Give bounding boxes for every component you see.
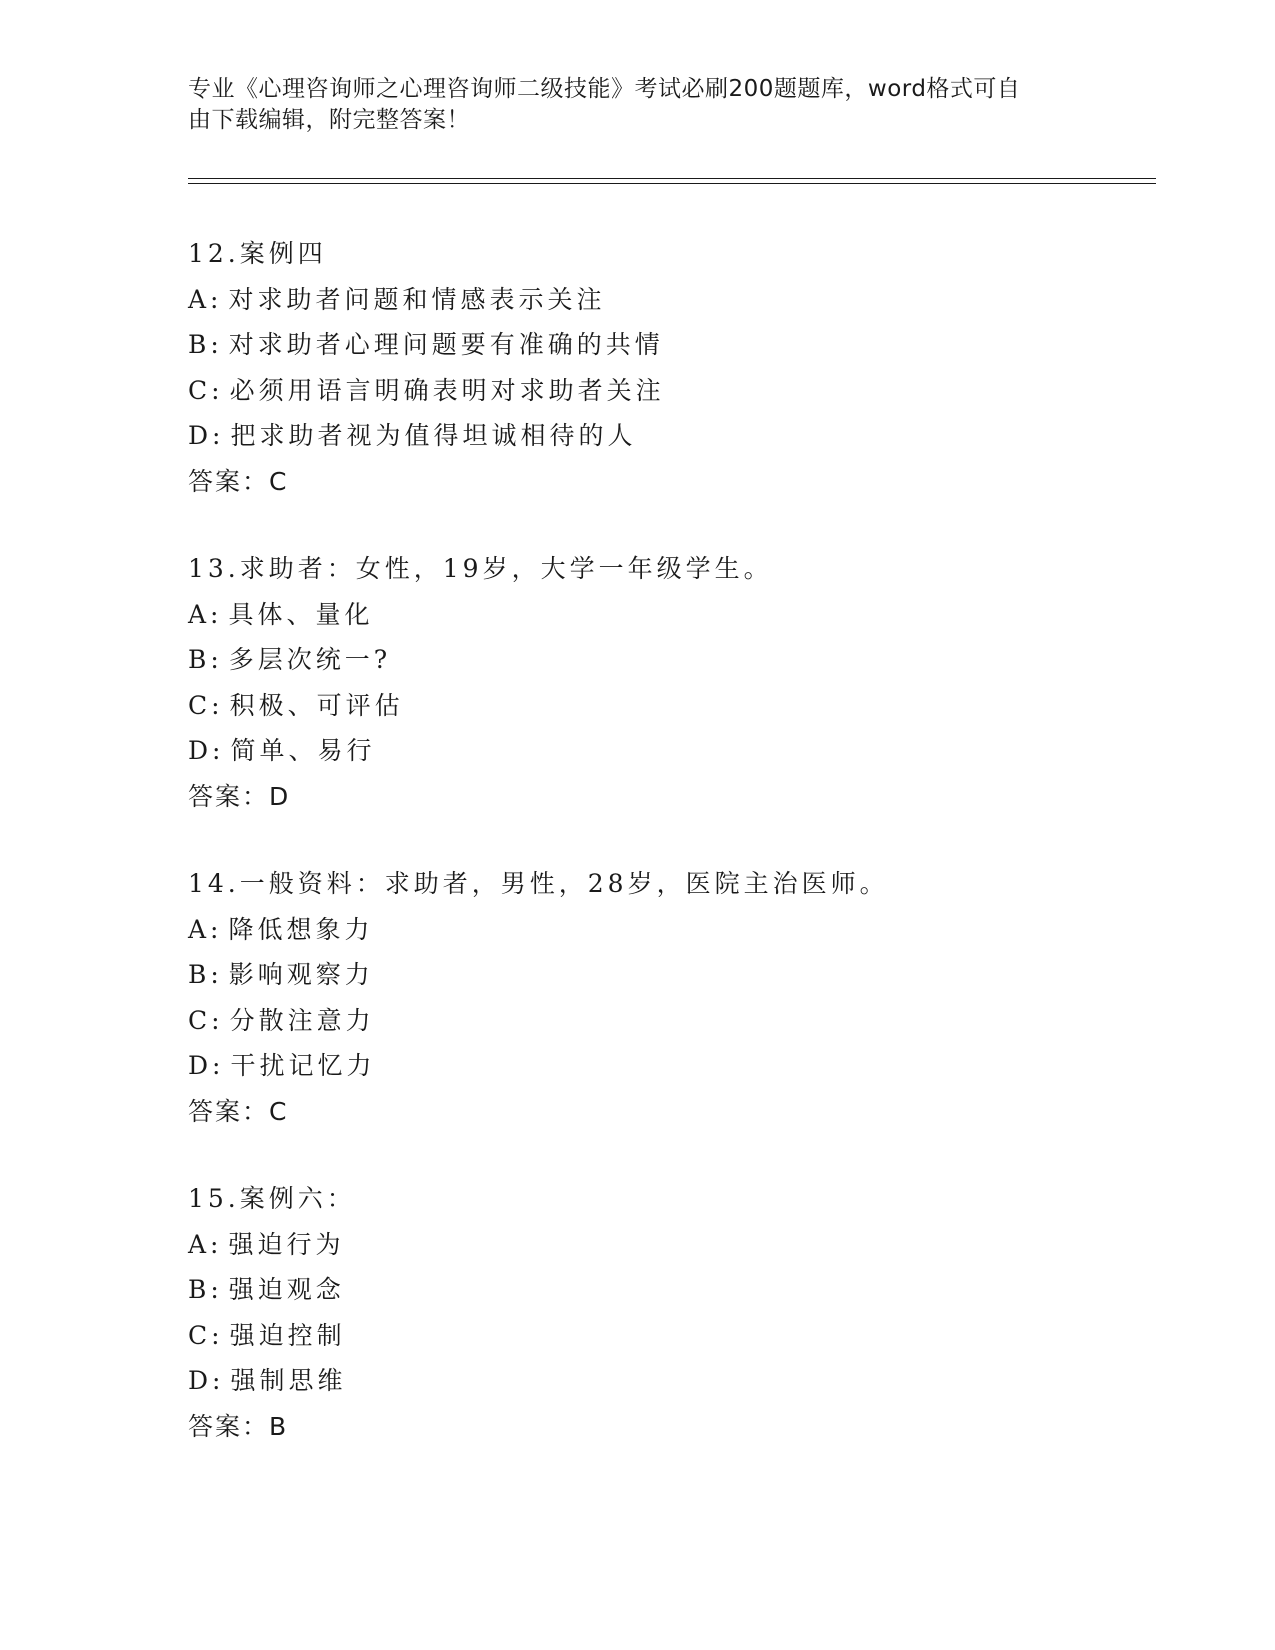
question-stem: 14.一般资料：求助者，男性，28岁，医院主治医师。 — [188, 869, 889, 898]
option-letter: B: — [188, 1275, 223, 1304]
option-c — [188, 368, 1148, 414]
option-a — [188, 277, 1148, 323]
document-header — [188, 74, 1068, 136]
option-letter: D: — [188, 1366, 225, 1395]
header-line-2: 由下载编辑，附完整答案！ — [188, 107, 470, 133]
option-text: 影响观察力 — [228, 960, 374, 989]
option-c — [188, 998, 1148, 1044]
option-text: 必须用语言明确表明对求助者关注 — [229, 375, 665, 405]
option-a — [188, 592, 1148, 638]
answer-line: 答案：C — [188, 1096, 289, 1126]
option-text: 多层次统一? — [228, 645, 392, 674]
option-text: 把求助者视为值得坦诚相待的人 — [230, 421, 637, 450]
option-b — [188, 637, 1148, 683]
option-b — [188, 1267, 1148, 1313]
header-divider-bottom — [188, 183, 1156, 184]
option-letter: C: — [188, 1320, 224, 1350]
option-d — [188, 1043, 1148, 1089]
option-b — [188, 322, 1148, 368]
question-14 — [188, 861, 1148, 1134]
question-stem: 12.案例四 — [188, 239, 327, 268]
option-text: 具体、量化 — [228, 599, 374, 629]
option-letter: C: — [188, 1005, 224, 1035]
option-text: 强迫行为 — [228, 1229, 345, 1259]
option-letter: C: — [188, 375, 224, 405]
question-15 — [188, 1176, 1148, 1449]
option-b — [188, 952, 1148, 998]
option-letter: A: — [188, 599, 223, 629]
option-a — [188, 1222, 1148, 1268]
option-letter: A: — [188, 914, 223, 944]
question-stem: 15.案例六： — [188, 1184, 356, 1213]
option-text: 分散注意力 — [229, 1005, 375, 1035]
question-stem: 13.求助者：女性，19岁，大学一年级学生。 — [188, 554, 773, 583]
option-d — [188, 1358, 1148, 1404]
option-letter: B: — [188, 960, 223, 989]
question-12 — [188, 231, 1148, 504]
option-a — [188, 907, 1148, 953]
option-text: 对求助者心理问题要有准确的共情 — [228, 330, 664, 359]
option-letter: D: — [188, 736, 225, 765]
option-letter: C: — [188, 690, 224, 720]
header-line-1: 专业《心理咨询师之心理咨询师二级技能》考试必刷200题题库，word格式可自 — [188, 76, 1021, 102]
option-letter: D: — [188, 421, 225, 450]
option-letter: A: — [188, 1229, 223, 1259]
option-text: 对求助者问题和情感表示关注 — [228, 284, 606, 314]
option-text: 强迫控制 — [229, 1320, 346, 1350]
option-text: 干扰记忆力 — [230, 1051, 376, 1080]
option-d — [188, 728, 1148, 774]
option-text: 简单、易行 — [230, 736, 376, 765]
option-c — [188, 683, 1148, 729]
option-text: 积极、可评估 — [229, 690, 404, 720]
option-text: 降低想象力 — [228, 914, 374, 944]
header-divider-top — [188, 178, 1156, 179]
answer-line: 答案：C — [188, 466, 289, 496]
answer-line: 答案：B — [188, 1411, 289, 1441]
option-text: 强制思维 — [230, 1366, 347, 1395]
question-13 — [188, 546, 1148, 819]
answer-line: 答案：D — [188, 781, 291, 811]
option-text: 强迫观念 — [228, 1275, 345, 1304]
option-letter: A: — [188, 284, 223, 314]
option-letter: B: — [188, 645, 223, 674]
option-letter: B: — [188, 330, 223, 359]
option-d — [188, 413, 1148, 459]
option-letter: D: — [188, 1051, 225, 1080]
option-c — [188, 1313, 1148, 1359]
